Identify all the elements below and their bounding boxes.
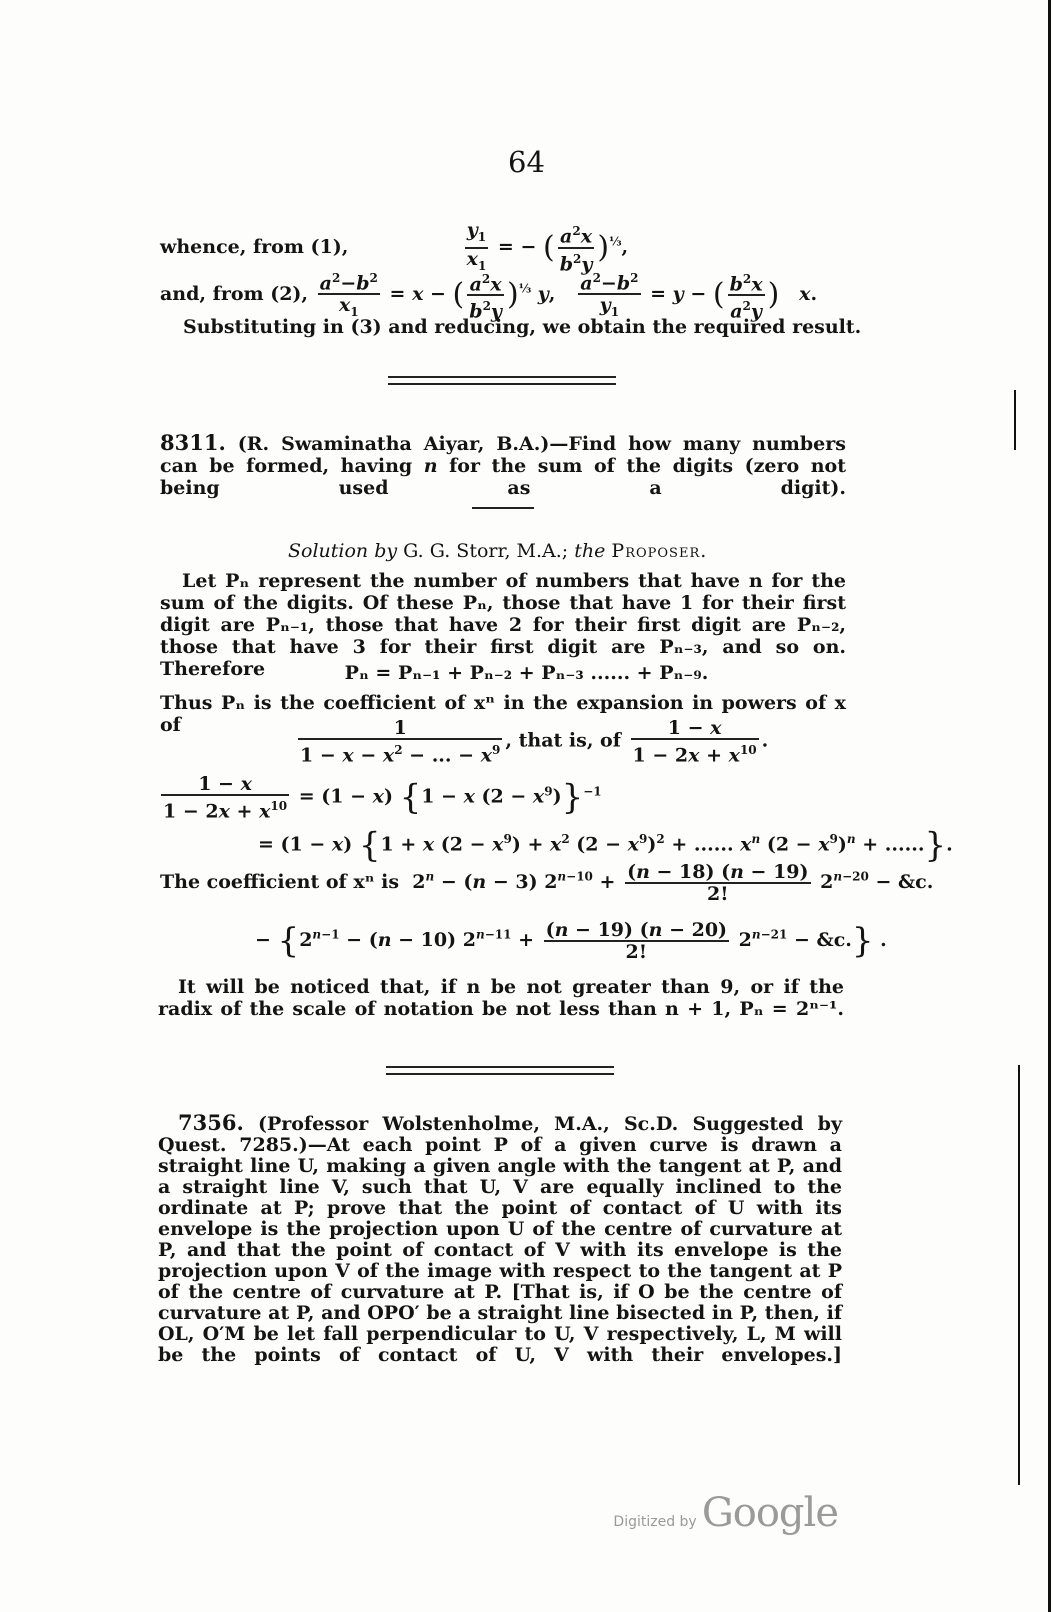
digitized-by-google-watermark: Digitized by Google	[613, 1490, 838, 1536]
and-from-line	[160, 268, 817, 322]
thus-line: Thus Pₙ is the coefficient of xⁿ in the expansion in powers of x of	[160, 692, 846, 736]
right-page-edge	[1048, 0, 1051, 1612]
and-label: and, from (2),	[160, 283, 309, 306]
whence-label: whence, from (1),	[160, 235, 349, 258]
coefficient-line: The coefficient of xⁿ is $2^n - (n - 3) 2^{n-10}$ + $\frac{(n - 18) (n - 19)}{2!}$ $2^{n-20}$ − &c.	[160, 861, 934, 905]
section-rule-2a	[386, 1066, 614, 1068]
page-number: 64	[508, 145, 545, 179]
question-number-7356: 7356.	[178, 1110, 244, 1135]
right-margin-mark-bottom	[1018, 1065, 1020, 1485]
solution-para-1: Let Pₙ represent the number of numbers that have n for the sum of the digits. Of these Pₙ, those that have 1 for their first digit are Pₙ₋₁, those that have 2 for their first digit are Pₙ₋₂, those that have 3 for their first digit are Pₙ₋₃, and so on. Therefore	[160, 570, 846, 680]
question-8311: 8311. (R. Swaminatha Aiyar, B.A.)—Find how many numbers can be formed, having n for the sum of the digits (zero not being used as a digit).	[160, 430, 846, 499]
right-margin-mark-top	[1014, 390, 1016, 450]
question-7356: 7356. (Professor Wolstenholme, M.A., Sc.D. Suggested by Quest. 7285.)—At each point P of a given curve is drawn a straight line U, making a given angle with the tangent at P, and a straight line V, such that U, V are equally inclined to the ordinate at P; prove that the point of contact of U with its envelope is the projection upon U of the centre of curvature at P, and that the point of contact of V with its envelope is the projection upon V of the image with respect to the tangent at P of the centre of curvature at P. [That is, if O be the centre of curvature at P, and OPO′ be a straight line bisected in P, then, if OL, O′M be let fall perpendicular to U, V respectively, L, M will be the points of contact of U, V with their envelopes.]	[158, 1110, 842, 1366]
coefficient-line-2: − {$2^{n-1} - (n - 10) 2^{n-11}$ + $\frac{(n - 19) (n - 20)}{2!}$ $2^{n-21}$ − &c.} .	[255, 919, 887, 963]
expansion-line-2: = (1 − x) {1 + x $(2 - x^9) + x^2$ $(2 - x^9)^2$ + ...... $x^n$ $(2 - x^9)^n$ + ......}.	[258, 825, 953, 866]
recurrence-formula: Pₙ = Pₙ₋₁ + Pₙ₋₂ + Pₙ₋₃ ...... + Pₙ₋₉.	[344, 662, 709, 684]
expansion-line-1: $\frac{1 - x}{1 - 2x + x^{10}}$ = (1 − x) {1 − x $(2 - x^9)\}^{-1}$	[163, 773, 602, 823]
section-rule-2b	[386, 1073, 614, 1075]
and-formula: $\frac{a^2-b^2}{x_1}$ = x − ( $\frac{a^2x}{b^2y}$ )$^{\frac{1}{3}}$ y, $\frac{a^2-b^2}{y_1}$ = y − ( $\frac{b^2x}{a^2y}$ ) x.	[315, 283, 817, 305]
short-rule	[472, 507, 534, 509]
question-number: 8311.	[160, 430, 226, 455]
section-rule-1b	[388, 383, 616, 385]
solution-heading: Solution by G. G. Storr, M.A.; the Proposer.	[288, 540, 708, 562]
substituting-line: Substituting in (3) and reducing, we obtain the required result.	[183, 316, 862, 338]
notice-para: It will be noticed that, if n be not greater than 9, or if the radix of the scale of notation be not less than n + 1, Pₙ = 2ⁿ⁻¹.	[158, 976, 844, 1020]
whence-formula: $\frac{y_1}{x_1}$ = − ( $\frac{a^2x}{b^2y}$ )$^{\frac{1}{3}}$,	[466, 219, 629, 276]
section-rule-1a	[388, 376, 616, 378]
question-author: (R. Swaminatha Aiyar, B.A.)	[237, 433, 550, 455]
generating-function-line: $\frac{1}{1 - x - x^2 - ... - x^9}$ , that is, of $\frac{1 - x}{1 - 2x + x^{10}}$ .	[300, 717, 769, 767]
